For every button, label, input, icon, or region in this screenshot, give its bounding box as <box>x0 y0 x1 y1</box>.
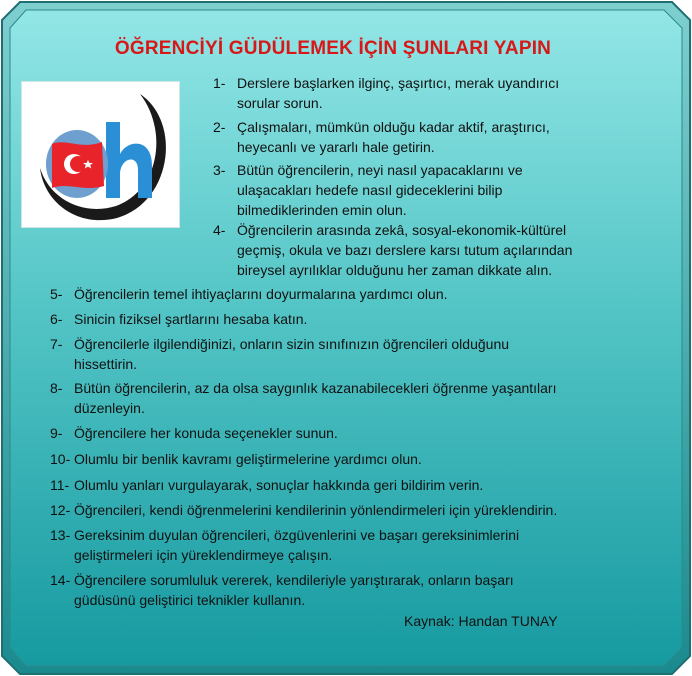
item-number: 8- <box>50 380 63 396</box>
item-text: Olumlu bir benlik kavramı geliştirmelerine yardımcı olun. <box>74 451 422 467</box>
list-item <box>50 378 557 418</box>
item-text: Öğrencileri, kendi öğrenmelerini kendilerinin yönlendirmeleri için yüreklendirin. <box>74 502 558 518</box>
item-number: 2- <box>213 119 226 135</box>
list-item <box>50 309 307 329</box>
list-item <box>213 220 572 280</box>
list-item <box>213 117 550 157</box>
item-number: 13- <box>50 527 71 543</box>
item-text-cont: heyecanlı ve yararlı hale getirin. <box>237 139 435 155</box>
list-item <box>50 449 422 469</box>
item-text: Sinicin fiziksel şartlarını hesaba katın. <box>74 311 308 327</box>
item-text-cont: bireysel ayrılıklar olduğunu her zaman dikkate alın. <box>237 262 553 278</box>
item-text: Öğrencilerin arasında zekâ, sosyal-ekonomik-kültürel <box>237 222 567 238</box>
item-text-cont: geçmiş, okula ve bazı derslere karsı tutum açılarından <box>237 242 573 258</box>
item-text: Olumlu yanları vurgulayarak, sonuçlar hakkında geri bildirim verin. <box>74 477 484 493</box>
list-item <box>50 570 514 610</box>
list-item <box>213 73 559 113</box>
item-text: Bütün öğrencilerin, neyi nasıl yapacaklarını ve <box>237 162 523 178</box>
item-number: 10- <box>50 451 71 467</box>
item-text: Öğrencilerle ilgilendiğinizi, onların sizin sınıfınızın öğrencileri olduğunu <box>74 336 510 352</box>
item-text-cont: güdüsünü geliştirici teknikler kullanın. <box>74 592 306 608</box>
item-text: Öğrencilerin temel ihtiyaçlarını doyurmalarına yardımcı olun. <box>74 286 448 302</box>
page-title: ÖĞRENCİYİ GÜDÜLEMEK İÇİN ŞUNLARI YAPIN <box>114 38 552 59</box>
item-text-cont: düzenleyin. <box>74 400 145 416</box>
item-text-cont: geliştirmeleri için yüreklendirmeye çalışın. <box>74 547 333 563</box>
item-text-cont: hissettirin. <box>74 356 138 372</box>
oh-flag-logo-icon <box>22 82 179 227</box>
list-item <box>50 500 557 520</box>
list-item <box>50 284 448 304</box>
item-text: Bütün öğrencilerin, az da olsa saygınlık kazanabilecekleri öğrenme yaşantıları <box>74 380 557 396</box>
item-text-cont: sorular sorun. <box>237 95 323 111</box>
item-number: 4- <box>213 222 226 238</box>
item-number: 6- <box>50 311 63 327</box>
list-item <box>50 525 519 565</box>
item-number: 11- <box>50 477 70 493</box>
item-number: 12- <box>50 502 71 518</box>
list-item <box>50 423 338 443</box>
list-item <box>50 334 509 374</box>
item-text: Öğrencilere her konuda seçenekler sunun. <box>74 425 338 441</box>
item-text: Gereksinim duyulan öğrencileri, özgüvenlerini ve başarı gereksinimlerini <box>74 527 520 543</box>
item-number: 14- <box>50 572 71 588</box>
list-item <box>50 475 483 495</box>
item-text-cont: bilmediklerinden emin olun. <box>237 202 407 218</box>
item-number: 3- <box>213 162 226 178</box>
item-text: Öğrencilere sorumluluk vererek, kendileriyle yarıştırarak, onların başarı <box>74 572 514 588</box>
item-number: 7- <box>50 336 63 352</box>
logo <box>21 81 180 228</box>
item-text: Derslere başlarken ilginç, şaşırtıcı, merak uyandırıcı <box>237 75 560 91</box>
item-number: 1- <box>213 75 226 91</box>
list-item <box>213 160 523 220</box>
item-text: Çalışmaları, mümkün olduğu kadar aktif, araştırıcı, <box>237 119 550 135</box>
item-text-cont: ulaşacakları hedefe nasıl gideceklerini bilip <box>237 182 503 198</box>
source-credit: Kaynak: Handan TUNAY <box>404 613 558 629</box>
item-number: 9- <box>50 425 63 441</box>
item-number: 5- <box>50 286 63 302</box>
